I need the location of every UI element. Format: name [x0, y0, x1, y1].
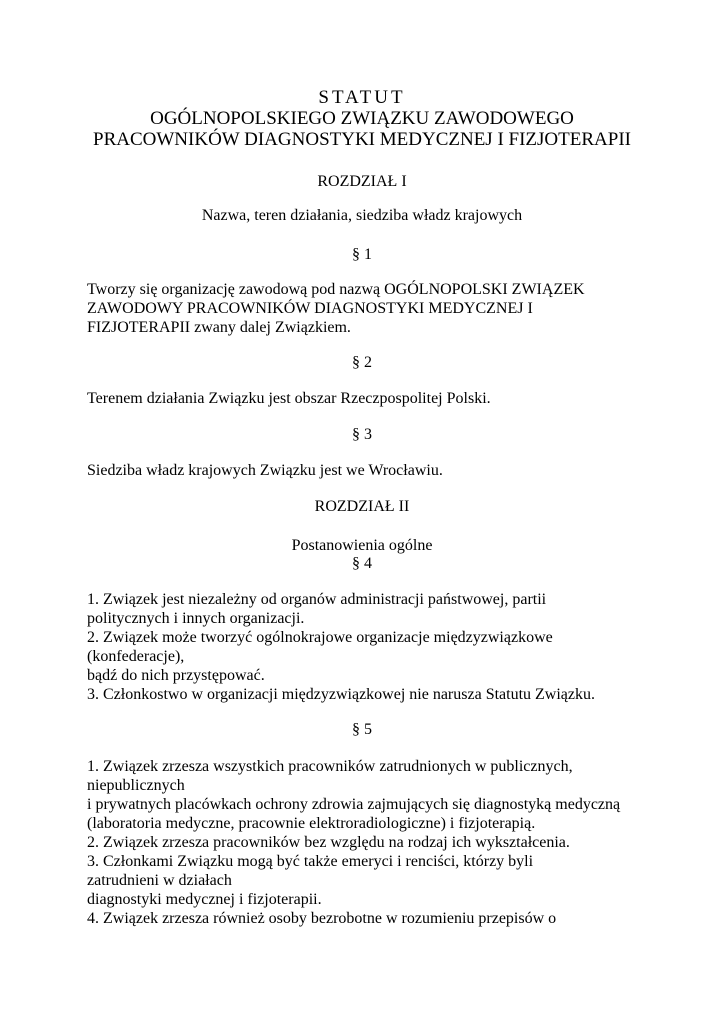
document-title	[0, 87, 724, 150]
section-5-line: niepublicznych	[87, 777, 185, 794]
section-5-line: zatrudnieni w działach	[87, 872, 232, 889]
section-5-line: (laboratoria medyczne, pracownie elektroradiologiczne) i fizjoterapią.	[87, 815, 536, 832]
section-4-sign: § 4	[352, 555, 372, 572]
section-5-line: 1. Związek zrzesza wszystkich pracowników zatrudnionych w publicznych,	[87, 758, 573, 775]
section-5-line: i prywatnych placówkach ochrony zdrowia zajmujących się diagnostyką medyczną	[87, 796, 621, 813]
section-4-text	[87, 590, 647, 704]
section-2-sign: § 2	[352, 354, 372, 371]
chapter-2-heading: ROZDZIAŁ II	[314, 498, 410, 515]
section-5-line: 2. Związek zrzesza pracowników bez względu na rodzaj ich wykształcenia.	[87, 834, 570, 851]
section-5-line: diagnostyki medycznej i fizjoterapii.	[87, 891, 322, 908]
section-4-line: 3. Członkostwo w organizacji międzyzwiązkowej nie narusza Statutu Związku.	[87, 686, 595, 703]
chapter-1-subtitle: Nazwa, teren działania, siedziba władz krajowych	[201, 207, 523, 224]
chapter-2-subtitle: Postanowienia ogólne	[291, 537, 433, 554]
section-4-line: 2. Związek może tworzyć ogólnokrajowe organizacje międzyzwiązkowe	[87, 629, 553, 646]
title-union-scope: PRACOWNIKÓW DIAGNOSTYKI MEDYCZNEJ I FIZJOTERAPII	[93, 129, 631, 150]
title-union-name: OGÓLNOPOLSKIEGO ZWIĄZKU ZAWODOWEGO	[150, 108, 574, 129]
section-5-text	[87, 757, 647, 928]
section-1-text	[87, 280, 647, 337]
section-4-line: politycznych i innych organizacji.	[87, 610, 305, 627]
chapter-1-heading: ROZDZIAŁ I	[317, 173, 407, 190]
section-1-line: FIZJOTERAPII zwany dalej Związkiem.	[87, 319, 351, 336]
section-5-line: 4. Związek zrzesza również osoby bezrobotne w rozumieniu przepisów o	[87, 910, 557, 927]
section-4-line: 1. Związek jest niezależny od organów administracji państwowej, partii	[87, 591, 547, 608]
section-1-sign: § 1	[352, 246, 372, 263]
section-2-text: Terenem działania Związku jest obszar Rzeczpospolitej Polski.	[87, 390, 491, 407]
section-1-line: ZAWODOWY PRACOWNIKÓW DIAGNOSTYKI MEDYCZNEJ I	[87, 300, 533, 317]
section-4-line: (konfederacje),	[87, 648, 185, 665]
section-5-sign: § 5	[352, 721, 372, 738]
section-5-line: 3. Członkami Związku mogą być także emeryci i renciści, którzy byli	[87, 853, 534, 870]
section-3-text: Siedziba władz krajowych Związku jest we Wrocławiu.	[87, 462, 443, 479]
section-4-line: bądź do nich przystępować.	[87, 667, 265, 684]
section-1-line: Tworzy się organizację zawodową pod nazwą OGÓLNOPOLSKI ZWIĄZEK	[87, 281, 585, 298]
section-3-sign: § 3	[352, 426, 372, 443]
title-statut: STATUT	[318, 87, 406, 108]
